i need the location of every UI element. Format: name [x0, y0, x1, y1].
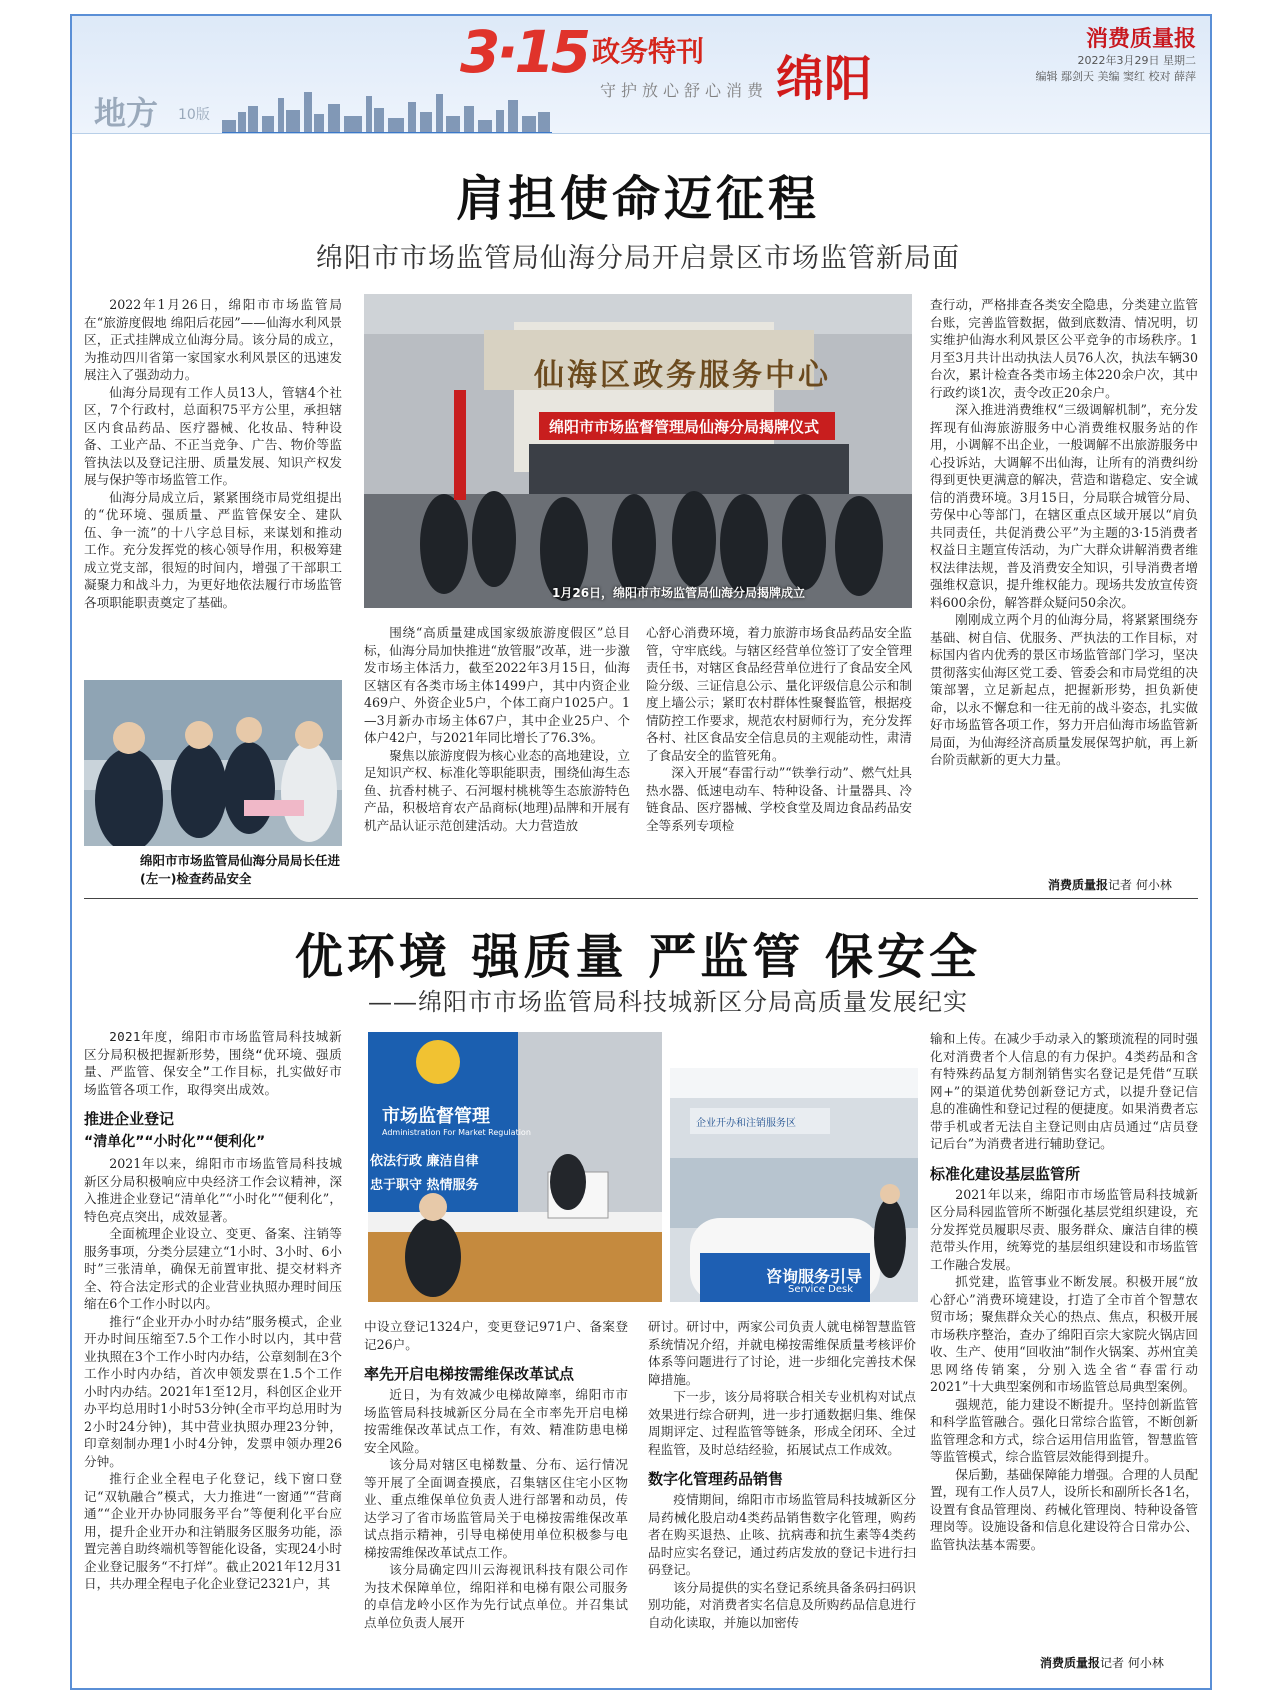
article1-subtitle: 绵阳市市场监管局仙海分局开启景区市场监管新局面 [316, 243, 960, 274]
byline-reporter: 记者 何小林 [1100, 1656, 1164, 1670]
photo3-slogan-1: 依法行政 廉洁自律 [370, 1154, 479, 1169]
article1-column-1 [84, 296, 342, 672]
paragraph: 深入推进消费维权“三级调解机制”，充分发挥现有仙海旅游服务中心消费维权服务站的作用，小调解不出企业，一般调解不出旅游服务中心投诉站，大调解不出仙海，让所有的消费纠纷得到更快更满意的解决，营造和谐稳定、安全诚信的消费环境。3月15日，分局联合城管分局、劳保中心等部门，在辖区重点区域开展以“肩负共同责任，共促消费公平”为主题的3·15消费者权益日主题宣传活动，为广大群众讲解消费者维权法律法规，普及消费安全知识，引导消费者增强维权意识，提升维权能力。现场共发放宣传资料600余份，解答群众疑问50余次。 [930, 402, 1198, 610]
article2-column-1 [84, 1028, 342, 1676]
paragraph: 该分局提供的实名登记系统具备条码扫码识别功能，对消费者实名信息及所购药品信息进行自动化读取，并施以加密传 [648, 1579, 916, 1630]
paragraph: 强规范，能力建设不断提升。坚持创新监管和科学监管融合。强化日常综合监管，不断创新监管理念和方式，综合运用信用监管，智慧监管等监管模式，综合监管层效能得到提升。 [930, 1396, 1198, 1464]
paragraph: 输和上传。在减少手动录入的繁琐流程的同时强化对消费者个人信息的有力保护。4类药品和含有特殊药品复方制剂销售实名登记是凭借“互联网+”的渠道优势创新登记方式，以提升登记信息的准确性和登记过程的便捷度。如果消费者忘带手机或者无法自主登记则由店员通过“店员登记后台”为消费者进行辅助登记。 [930, 1031, 1198, 1151]
article1-column-3 [646, 624, 912, 890]
article1-column-4 [930, 296, 1198, 872]
article2-column-4 [930, 1030, 1198, 1646]
editors-line: 编辑 鄢剑天 美编 窦红 校对 薛萍 [1035, 70, 1196, 83]
paragraph: 2021年以来，绵阳市市场监管局科技城新区分局积极响应中央经济工作会议精神，深入推进企业登记“清单化”“小时化”“便利化”，特色亮点突出，成效显著。 [84, 1156, 342, 1224]
section-heading: 数字化管理药品销售 [648, 1470, 784, 1488]
paragraph: 围绕“高质量建成国家级旅游度假区”总目标，仙海分局加快推进“放管服”改革，进一步激发市场主体活力，截至2022年3月15日，仙海区辖区有各类市场主体1499户，其中内资企业469户、外资企业5户，个体工商户1025户。1—3月新办市场主体67户，其中企业25户、个体户42户，与2021年同比增长了76.3%。 [364, 625, 630, 745]
photo4-sign-text: 企业开办和注销服务区 [696, 1118, 796, 1129]
article2-column-3 [648, 1318, 916, 1674]
photo3-sign-en: Administration For Market Regulation [382, 1128, 531, 1137]
lead-paragraph: 2021年度，绵阳市市场监管局科技城新区分局积极把握新形势，围绕“优环境、强质量、严监管、保安全”工作目标，扎实做好市场监管各项工作，取得突出成效。 [84, 1029, 342, 1097]
city-name: 绵阳 [776, 51, 873, 107]
byline-paper: 消费质量报 [1040, 1656, 1101, 1670]
paragraph: 仙海分局现有工作人员13人，管辖4个社区，7个行政村，总面积75平方公里，承担辖区内食品药品、医疗器械、化妆品、特种设备、工业产品、不正当竞争、广告、物价等监管执法以及登记注册、质量发展、知识产权发展与保护等市场监管工作。 [84, 384, 342, 487]
article2-subtitle: ——绵阳市市场监管局科技城新区分局高质量发展纪实 [368, 988, 968, 1016]
badge-315: 3·15 [460, 18, 588, 86]
paragraph: 疫情期间，绵阳市市场监管局科技城新区分局药械化股启动4类药品销售数字化管理，购药者在购买退热、止咳、抗病毒和抗生素等4类药品时应实名登记，通过药店发放的登记卡进行扫码登记。 [648, 1492, 916, 1577]
page-number: 10版 [178, 107, 210, 123]
paragraph: 推行“企业开办小时办结”服务模式，企业开办时间压缩至7.5个工作小时以内，其中营业执照在3个工作小时内办结，公章刻制在3个工作小时内办结，首次申领发票在1.5个工作小时内办结。2021年1至12月，科创区企业开办平均总用时1小时53分钟(全市平均总用时为2小时24分钟)，其中营业执照办理23分钟，印章刻制办理1小时4分钟，发票申领办理26分钟。 [84, 1313, 342, 1469]
section-subheading: “清单化”“小时化”“便利化” [84, 1134, 266, 1150]
photo1-banner-text: 绵阳市市场监督管理局仙海分局揭牌仪式 [549, 418, 820, 436]
byline-paper: 消费质量报 [1048, 878, 1109, 892]
paragraph: 中设立登记1324户，变更登记971户、备案登记26户。 [364, 1319, 628, 1352]
paragraph: 推行企业全程电子化登记，线下窗口登记“双轨融合”模式，大力推进“一窗通”“营商通”“企业开办协同服务平台”等便利化平台应用，提升企业开办和注销服务区服务功能，添置完善自助终端机等智能化设备，实现24小时企业登记服务“不打烊”。截止2021年12月31日，共办理全程电子化企业登记2321户，其 [84, 1471, 342, 1591]
article1-column-2 [364, 624, 630, 890]
article2-column-2 [364, 1318, 628, 1674]
paragraph: 全面梳理企业设立、变更、备案、注销等服务事项，分类分层建立“1小时、3小时、6小时”三张清单，确保无前置审批、提交材料齐全、符合法定形式的企业营业执照办理时间压缩在6个工作小时以内。 [84, 1226, 342, 1311]
masthead-motto: 守护放心舒心消费 [600, 81, 769, 100]
section-heading: 推进企业登记 [84, 1110, 175, 1128]
photo-unveiling-ceremony [364, 294, 912, 608]
paragraph: 仙海分局成立后，紧紧围绕市局党组提出的“优环境、强质量、严监管保安全、建队伍、争一流”的十八字总目标，来谋划和推动工作。充分发挥党的核心领导作用，积极筹建成立党支部，很短的时间内，增强了干部职工凝聚力和战斗力，为更好地依法履行市场监管各项职能职责奠定了基础。 [84, 489, 342, 610]
section-label: 地方 [94, 94, 159, 132]
photo4-desk-text: 咨询服务引导 [766, 1267, 863, 1286]
photo1-caption: 1月26日，绵阳市市场监管局仙海分局揭牌成立 [552, 586, 806, 600]
paragraph: 研讨。研讨中，两家公司负责人就电梯智慧监管系统情况介绍，并就电梯按需维保质量考核评价体系等问题进行了讨论，进一步细化完善技术保障措施。 [648, 1319, 916, 1387]
paragraph: 2022年1月26日，绵阳市市场监管局在“旅游度假地 绵阳后花园”——仙海水利风景区，正式挂牌成立仙海分局。该分局的成立，为推动四川省第一家国家水利风景区的迅速发展注入了强劲动力。 [84, 297, 342, 382]
section-heading: 标准化建设基层监管所 [930, 1164, 1081, 1183]
paragraph: 该分局确定四川云海视讯科技有限公司作为技术保障单位，绵阳祥和电梯有限公司服务的卓信龙岭小区作为先行试点单位。并召集试点单位负责人展开 [364, 1562, 628, 1630]
byline-reporter: 记者 何小林 [1108, 878, 1172, 892]
article1-byline [1048, 876, 1172, 893]
masthead [72, 16, 1210, 134]
paragraph: 保后勤，基础保障能力增强。合理的人员配置，现有工作人员7人，设所长和副所长各1名，设置有食品管理岗、药械化管理岗、特种设备管理岗等。设施设备和信息化建设符合日常办公、监管执法基本需要。 [930, 1466, 1198, 1552]
paragraph: 刚刚成立两个月的仙海分局，将紧紧围绕夯基础、树自信、优服务、严执法的工作目标，对标国内省内优秀的景区市场监管部门学习，坚决贯彻落实仙海区党工委、管委会和市局党组的决策部署，立足新起点，把握新形势，担负新使命，以永不懈怠和一往无前的战斗姿态，扎实做好市场监管各项工作，努力开启仙海市场监管新局面，为仙海经济高质量发展保驾护航，再上新台阶贡献新的更大力量。 [930, 612, 1198, 767]
photo3-sign-text: 市场监督管理 [382, 1106, 490, 1127]
newspaper-name: 消费质量报 [1085, 27, 1196, 52]
special-edition-title: 政务特刊 [592, 35, 705, 68]
photo4-desk-en: Service Desk [788, 1284, 853, 1295]
issue-date: 2022年3月29日 星期二 [1077, 54, 1196, 67]
city-skyline-icon [222, 86, 552, 134]
paragraph: 深入开展“春雷行动”“铁拳行动”、燃气灶具热水器、低速电动车、特种设备、计量器具、冷链食品、医疗器械、学校食堂及周边食品药品安全等系列专项检 [646, 765, 912, 833]
article2-byline [1040, 1654, 1164, 1671]
article2-title: 优环境 强质量 严监管 保安全 [294, 929, 982, 985]
paragraph: 聚焦以旅游度假为核心业态的高地建设，立足知识产权、标准化等职能职责，围绕仙海生态鱼、抗香村桃子、石河堰村桃桃等生态旅游特色产品，积极培育农产品商标(地理)品牌和开展有机产品认证示范创建活动。大力营造放 [364, 747, 630, 833]
paragraph: 抓党建，监管事业不断发展。积极开展“放心舒心”消费环境建设，打造了全市首个智慧农贸市场；聚焦群众关心的热点、焦点，积极开展市场秩序整治，查办了绵阳百宗大家院火锅店回收、生产、使用“回收油”制作火锅案、苏州宜美思网络传销案，分别入选全省“春雷行动2021”十大典型案例和市场监管总局典型案例。 [930, 1274, 1198, 1394]
photo-inspection-image [84, 680, 342, 846]
article1-title: 肩担使命迈征程 [455, 171, 820, 227]
section-heading: 率先开启电梯按需维保改革试点 [364, 1365, 575, 1383]
photo-unveiling-image [364, 294, 912, 608]
paragraph: 下一步，该分局将联合相关专业机构对试点效果进行综合研判，进一步打通数据归集、维保周期评定、过程监管等链条，形成全闭环、全过程监管，及时总结经验，拓展试点工作成效。 [648, 1389, 916, 1457]
photo3-slogan-2: 忠于职守 热情服务 [370, 1178, 479, 1193]
photo1-sign-text: 仙海区政务服务中心 [534, 358, 831, 393]
paragraph: 查行动，严格排查各类安全隐患，分类建立监管台账，完善监管数据，做到底数清、情况明，切实维护仙海水利风景区公平竞争的市场秩序。1月至3月共计出动执法人员76人次，执法车辆30台次，累计检查各类市场主体220余户次，其中行政约谈1次，责令改正20余户。 [930, 297, 1198, 400]
paragraph: 心舒心消费环境，着力旅游市场食品药品安全监管，守牢底线。与辖区经营单位签订了安全管理责任书，对辖区食品经营单位进行了食品安全风险分级、三证信息公示、量化评级信息公示和制度上墙公示；紧盯农村群体性聚餐监管，根据疫情防控工作要求，规范农村厨师行为，充分发挥各村、社区食品安全信息员的主观能动性，肃清了食品安全的监管死角。 [646, 625, 912, 763]
photo-service-window [368, 1032, 662, 1302]
paragraph: 近日，为有效减少电梯故障率，绵阳市市场监管局科技城新区分局在全市率先开启电梯按需维保改革试点工作，有效、精准防患电梯安全风险。 [364, 1387, 628, 1455]
article-divider [84, 898, 1198, 899]
paragraph: 该分局对辖区电梯数量、分布、运行情况等开展了全面调查摸底，召集辖区住宅小区物业、重点维保单位负责人进行部署和动员，传达学习了省市场监管局关于电梯按需维保改革试点指示精神，引导电梯使用单位积极参与电梯按需维保改革试点工作。 [364, 1457, 628, 1560]
photo-service-hall [670, 1068, 918, 1302]
photo-drug-inspection [84, 680, 342, 846]
paragraph: 2021年以来，绵阳市市场监管局科技城新区分局科园监管所不断强化基层党组织建设，充分发挥党员履职尽责、服务群众、廉洁自律的模范带头作用，统筹党的基层组织建设和市场监管工作融合发展。 [930, 1186, 1198, 1272]
photo2-caption: 绵阳市市场监管局仙海分局局长任进(左一)检查药品安全 [140, 853, 341, 886]
